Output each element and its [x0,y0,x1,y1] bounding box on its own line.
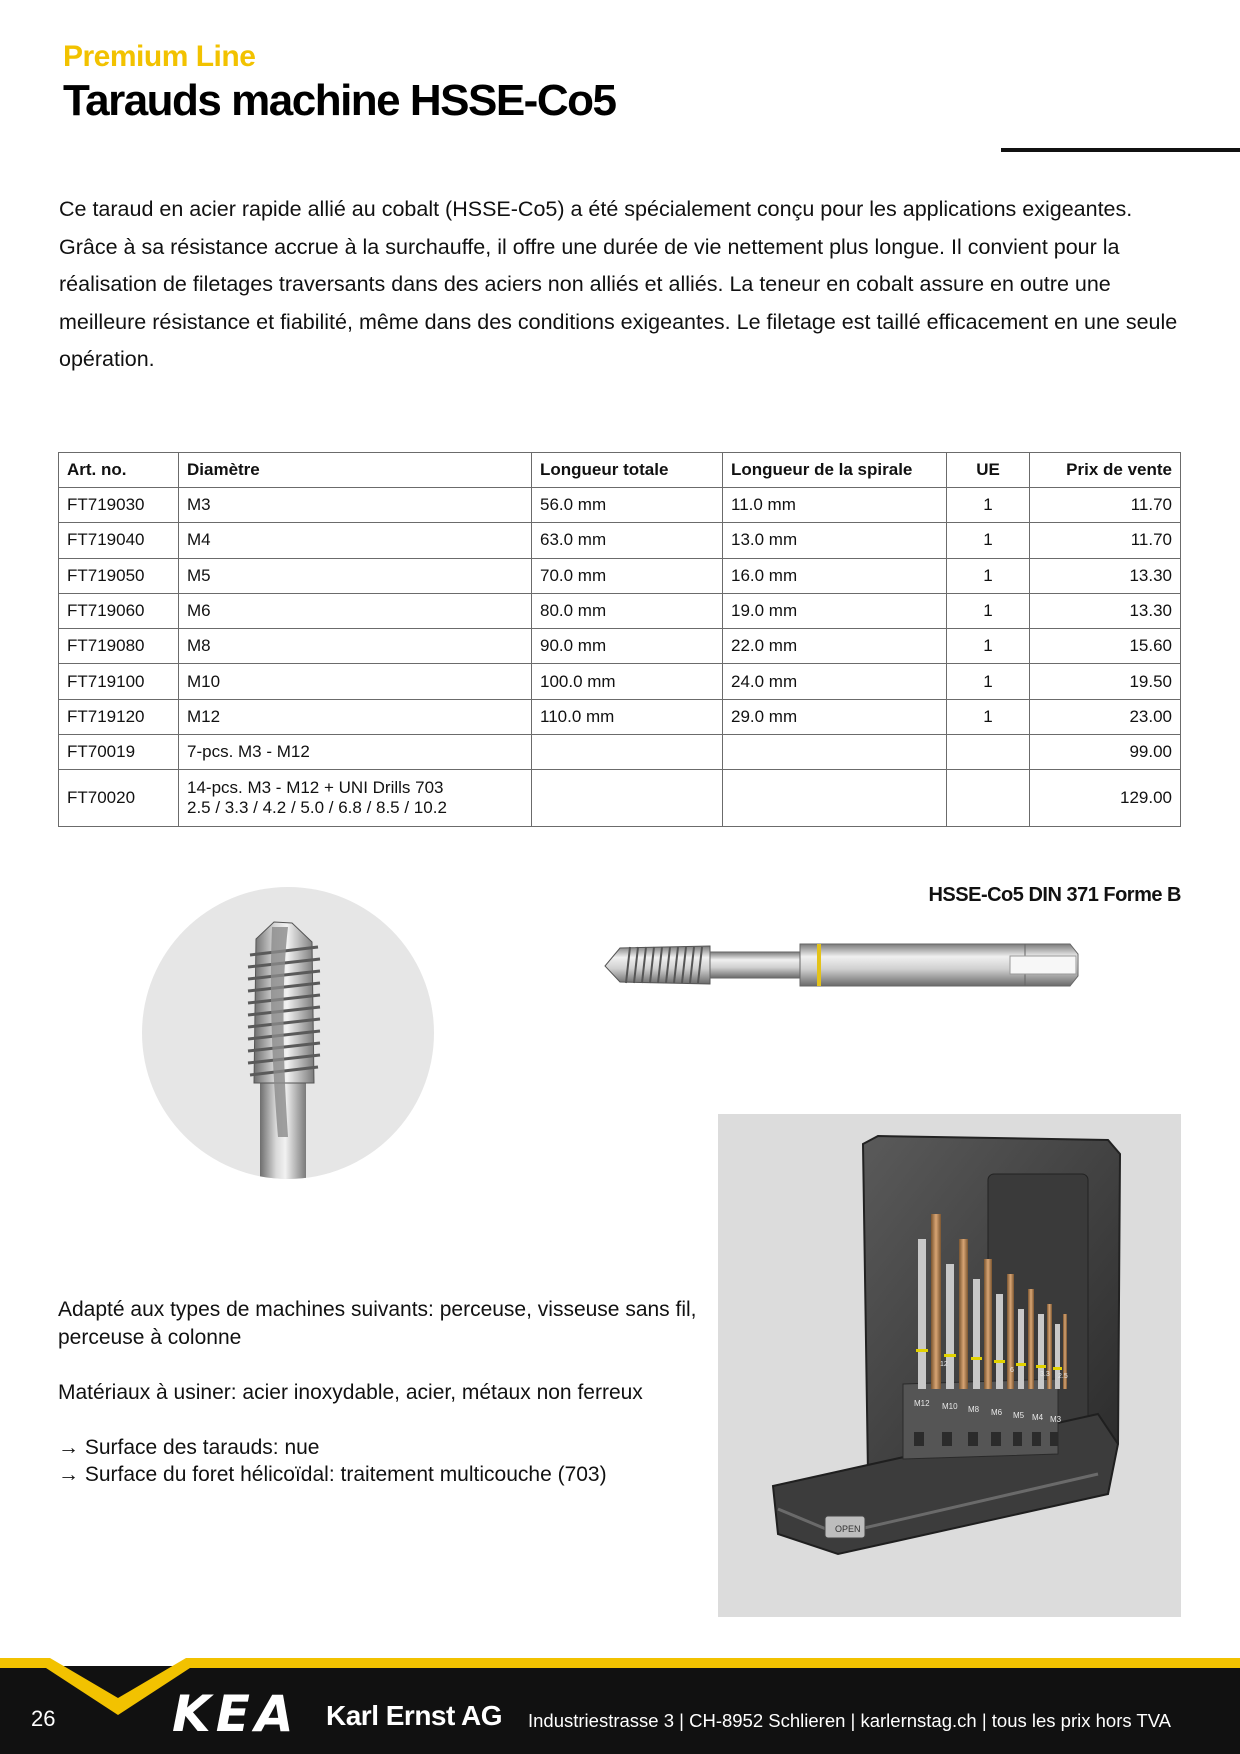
tap-side-drawing [600,930,1080,1000]
materials-text: Matériaux à usiner: acier inoxydable, acier, métaux non ferreux [58,1380,643,1404]
cell-total-length: 90.0 mm [532,629,723,664]
table-row [59,664,1181,699]
features-block [58,1296,698,1489]
cell-price: 13.30 [1030,558,1181,593]
cell-spiral-length: 29.0 mm [723,699,947,734]
cell-total-length: 63.0 mm [532,523,723,558]
cell-diameter-line: 2.5 / 3.3 / 4.2 / 5.0 / 6.8 / 8.5 / 10.2 [187,798,447,818]
cell-ue: 1 [947,523,1030,558]
cell-art-no: FT719030 [59,488,179,523]
cell-diameter: M5 [179,558,532,593]
cell-price: 15.60 [1030,629,1181,664]
cell-spiral-length [723,770,947,827]
table-row [59,699,1181,734]
cell-total-length: 110.0 mm [532,699,723,734]
cell-diameter: M4 [179,523,532,558]
header-diameter: Diamètre [179,453,532,488]
cell-ue: 1 [947,629,1030,664]
case-slot-label: 12 [940,1361,948,1368]
cell-ue: 1 [947,699,1030,734]
case-slot-label: M6 [991,1408,1003,1417]
table-row [59,558,1181,593]
header-spiral-length: Longueur de la spirale [723,453,947,488]
cell-total-length: 100.0 mm [532,664,723,699]
title-rule [1001,148,1240,152]
cell-spiral-length: 22.0 mm [723,629,947,664]
tap-set-case-photo [718,1114,1181,1617]
case-logo-text: OPEN [835,1524,861,1534]
tap-closeup-photo [142,887,434,1179]
cell-ue: 1 [947,558,1030,593]
cell-art-no: FT719040 [59,523,179,558]
cell-diameter: 7-pcs. M3 - M12 [179,735,532,770]
cell-ue [947,770,1030,827]
cell-total-length: 80.0 mm [532,593,723,628]
cell-price: 19.50 [1030,664,1181,699]
company-name: Karl Ernst AG [326,1700,503,1731]
intro-paragraph: Ce taraud en acier rapide allié au cobalt (HSSE-Co5) a été spécialement conçu pour les applications exigeantes. Grâce à sa résistance accrue à la surchauffe, il offre une durée de vie nettement plus longue. Il convient pour la réalisation de filetages traversants dans des aciers non alliés et alliés. La teneur en cobalt assure en outre une meilleure résistance et fiabilité, même dans des conditions exigeantes. Le filetage est taillé efficacement en une seule opération. [59,197,1178,371]
cell-price: 129.00 [1030,770,1181,827]
cell-total-length [532,735,723,770]
cell-ue: 1 [947,593,1030,628]
surface-drill-text: → Surface du foret hélicoïdal: traitement multicouche (703) [58,1463,607,1486]
cell-art-no: FT719080 [59,629,179,664]
cell-spiral-length: 16.0 mm [723,558,947,593]
product-table [58,452,1181,827]
case-slot-label: M3 [1050,1415,1062,1424]
cell-price: 99.00 [1030,735,1181,770]
cell-diameter: M3 [179,488,532,523]
cell-price: 11.70 [1030,488,1181,523]
table-row [59,523,1181,558]
cell-ue [947,735,1030,770]
cell-total-length: 70.0 mm [532,558,723,593]
header-art-no: Art. no. [59,453,179,488]
table-row [59,770,1181,827]
cell-art-no: FT719100 [59,664,179,699]
surface-taps-text: → Surface des tarauds: nue [58,1435,320,1459]
cell-art-no: FT719050 [59,558,179,593]
table-row [59,488,1181,523]
cell-spiral-length: 13.0 mm [723,523,947,558]
page-number: 26 [31,1706,56,1731]
case-slot-label: M4 [1032,1413,1044,1422]
cell-total-length [532,770,723,827]
image-caption: HSSE-Co5 DIN 371 Forme B [928,884,1181,906]
page-title: Tarauds machine HSSE-Co5 [63,76,616,125]
footer-address: Industriestrasse 3 | CH-8952 Schlieren | karlernstag.ch | tous les prix hors TVA [528,1710,1172,1731]
tap-closeup-drawing [142,887,434,1179]
cell-spiral-length: 19.0 mm [723,593,947,628]
cell-price: 23.00 [1030,699,1181,734]
cell-art-no: FT70019 [59,735,179,770]
tap-set-case-drawing [718,1114,1181,1617]
cell-diameter: M10 [179,664,532,699]
case-slot-label: M10 [942,1402,958,1411]
table-row [59,629,1181,664]
case-slot-label: M8 [968,1405,980,1414]
cell-spiral-length: 11.0 mm [723,488,947,523]
cell-diameter: M8 [179,629,532,664]
table-header-row [59,453,1181,488]
cell-total-length: 56.0 mm [532,488,723,523]
case-slot-label: M5 [1013,1411,1025,1420]
page-eyebrow: Premium Line [63,40,256,73]
cell-ue: 1 [947,664,1030,699]
machines-text: Adapté aux types de machines suivants: perceuse, visseuse sans fil, perceuse à colonne [58,1298,697,1349]
cell-diameter: M12 [179,699,532,734]
cell-art-no: FT719120 [59,699,179,734]
header-total-length: Longueur totale [532,453,723,488]
case-slot-label: 3.3 [1040,1371,1050,1378]
case-slot-label: 6 [1010,1367,1014,1374]
header-ue: UE [947,453,1030,488]
case-slot-label: 2.5 [1058,1373,1068,1380]
header-price: Prix de vente [1030,453,1181,488]
cell-art-no: FT70020 [59,770,179,827]
tap-side-photo [600,930,1080,1005]
brand-logo: KEA [172,1685,299,1743]
table-row [59,593,1181,628]
cell-diameter: M6 [179,593,532,628]
cell-art-no: FT719060 [59,593,179,628]
cell-price: 13.30 [1030,593,1181,628]
table-row [59,735,1181,770]
cell-spiral-length: 24.0 mm [723,664,947,699]
case-slot-label: M12 [914,1399,930,1408]
cell-diameter-line: 14-pcs. M3 - M12 + UNI Drills 703 [187,778,444,798]
cell-ue: 1 [947,488,1030,523]
cell-diameter [179,770,532,827]
cell-price: 11.70 [1030,523,1181,558]
cell-spiral-length [723,735,947,770]
